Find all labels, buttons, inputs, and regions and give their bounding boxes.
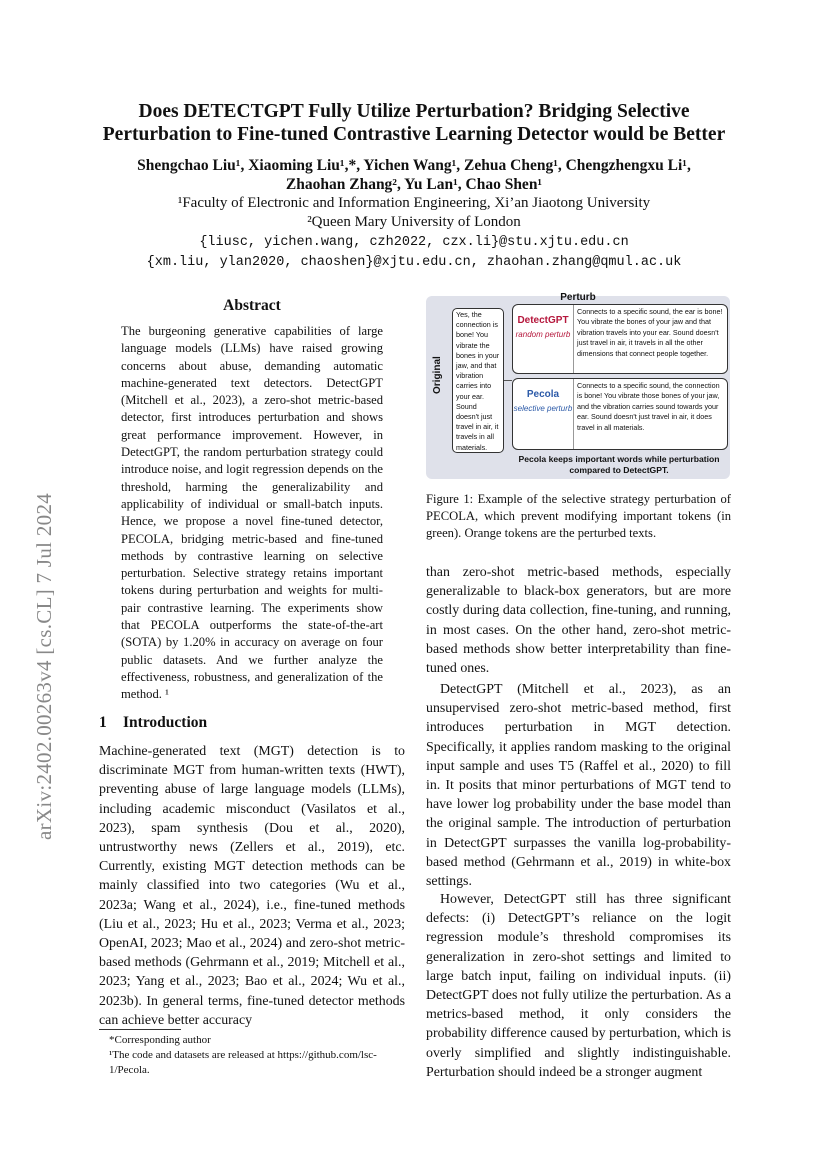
title-line-1: Does DETECTGPT Fully Utilize Perturbation? Bridging Selective <box>138 101 690 122</box>
authors-line-2: Zhaohan Zhang², Yu Lan¹, Chao Shen¹ <box>285 176 543 193</box>
affiliation-2: ²Queen Mary University of London <box>307 214 521 230</box>
email-line-2: {xm.liu, ylan2020, chaoshen}@xjtu.edu.cn, zhaohan.zhang@qmul.ac.uk <box>146 255 682 270</box>
figure-1 <box>426 292 730 479</box>
figure-footer: Pecola keeps important words while perturbation compared to DetectGPT. <box>518 454 720 475</box>
detectgpt-panel <box>512 304 728 374</box>
arrow-to-panels <box>504 380 512 381</box>
detectgpt-text: Connects to a specific sound, the ear is bone! You vibrate the bones of your jaw and that vibration travels into your ear. Sound doesn't just travel in air, it travels in all the other dimensions that connect people together. <box>577 307 723 358</box>
section-title: Introduction <box>123 714 208 731</box>
right-paragraph-3: However, DetectGPT still has three significant defects: (i) DetectGPT’s reliance on the logit regression module’s threshold compromises its generalization in zero-shot settings and limited to large batch input, failing on individual inputs. (ii) DetectGPT does not fully utilize the perturbation. As a metrics-based method, it only considers the probability difference caused by perturbation, which is overly simplified and slightly indistinguishable. Perturbation should indeed be a stronger augment <box>426 892 731 1080</box>
pecola-name: Pecola <box>526 389 560 400</box>
authors-line-1: Shengchao Liu¹, Xiaoming Liu¹,*, Yichen Wang¹, Zehua Cheng¹, Chengzhengxu Li¹, <box>137 157 691 174</box>
right-paragraph-1: than zero-shot metric-based methods, especially generalizable to black-box generators, but are more costly during data collection, fine-tuning, and running, in most cases. On the other hand, zero-shot metric-based methods show better interpretability than fine-tuned ones. <box>426 565 731 677</box>
abstract-heading: Abstract <box>223 297 281 314</box>
original-text: Yes, the connection is bone! You vibrate the bones in your jaw, and that vibration carries into your ear. Sound doesn't just travel in air, it travels in all materials. <box>456 310 500 452</box>
section-heading <box>99 714 207 732</box>
affiliation-1: ¹Faculty of Electronic and Information Engineering, Xi’an Jiaotong University <box>177 195 651 211</box>
title-line-2: Perturbation to Fine-tuned Contrastive Learning Detector would be Better <box>102 124 726 145</box>
affiliations <box>60 194 768 232</box>
detectgpt-name: DetectGPT <box>517 315 569 326</box>
footnote-rule <box>99 1029 181 1030</box>
email-line-1: {liusc, yichen.wang, czh2022, czx.li}@stu.xjtu.edu.cn <box>199 235 629 250</box>
detectgpt-sub: random perturb <box>515 330 571 339</box>
emails <box>60 233 768 273</box>
intro-paragraph-1: Machine-generated text (MGT) detection is to discriminate MGT from human-written texts (HWT), preventing abuse of large language models (LLMs), including academic misconduct (Vasilatos et al., 2023), spam synthesis (Dou et al., 2020), untrustworthy news (Zellers et al., 2019), etc. Currently, existing MGT detection methods can be mainly classified into two categories (Wu et al., 2023a; Wang et al., 2024), i.e., fine-tuned methods (Liu et al., 2023; Hu et al., 2023; Verma et al., 2023; OpenAI, 2023; Mao et al., 2024) and zero-shot metric-based methods (Gehrmann et al., 2019; Mitchell et al., 2023; Yang et al., 2023; Bao et al., 2024; Wu et al., 2023b). In general terms, fine-tuned detector methods can achieve better accuracy <box>99 744 405 1028</box>
footnotes <box>99 1033 405 1078</box>
pecola-text: Connects to a specific sound, the connection is bone! You vibrate those bones of your jaw, and the vibration carries sound towards your ear. Sound doesn't just travel in air, it does travel in all materials. <box>577 381 720 432</box>
section-number: 1 <box>99 714 107 731</box>
footnote-code: ¹The code and datasets are released at https://github.com/lsc-1/Pecola. <box>109 1049 377 1076</box>
right-paragraph-2: DetectGPT (Mitchell et al., 2023), as an unsupervised zero-shot metric-based method, first introduces perturbation in MGT detection. Specifically, it applies random masking to the original input sample and uses T5 (Raffel et al., 2020) to fill in. It posits that minor perturbations of MGT tend to have lower log probability under the base model than the original sample. The introduction of perturbation in DetectGPT surpasses the vanilla log-probability-based method (Gehrmann et al., 2019) in white-box settings. <box>426 682 731 890</box>
pecola-panel <box>512 378 728 450</box>
author-list <box>60 156 768 194</box>
perturb-label: Perturb <box>560 292 596 303</box>
original-label: Original <box>432 356 443 394</box>
figure-caption: Figure 1: Example of the selective strategy perturbation of PECOLA, which prevent modifying important tokens (in green). Orange tokens are the perturbed texts. <box>426 492 731 540</box>
pecola-sub: selective perturb <box>513 404 573 413</box>
arxiv-stamp: arXiv:2402.00263v4 [cs.CL] 7 Jul 2024 <box>32 492 56 840</box>
abstract-text: The burgeoning generative capabilities of large language models (LLMs) have raised growing concerns about abuse, demanding automatic machine-generated text detectors. DetectGPT (Mitchell et al., 2023), a zero-shot metric-based detector, first introduces perturbation and shows great performance improvement. However, in DetectGPT, the random perturbation strategy could introduce noise, and logit regression depends on the threshold, harming the generalizability and applicability of individual or small-batch inputs. Hence, we propose a novel fine-tuned detector, PECOLA, bridging metric-based and fine-tuned methods by contrastive learning on selective perturbation. Selective strategy retains important tokens during perturbation and weights for multi-pair contrastive learning. The experiments show that PECOLA outperforms the state-of-the-art (SOTA) by 1.20% in accuracy on average on four public datasets. And we further analyze the effectiveness, robustness, and generalization of the method. ¹ <box>121 324 383 702</box>
footnote-corresponding: *Corresponding author <box>109 1034 211 1046</box>
original-text-box <box>452 308 504 453</box>
paper-title <box>60 100 768 146</box>
